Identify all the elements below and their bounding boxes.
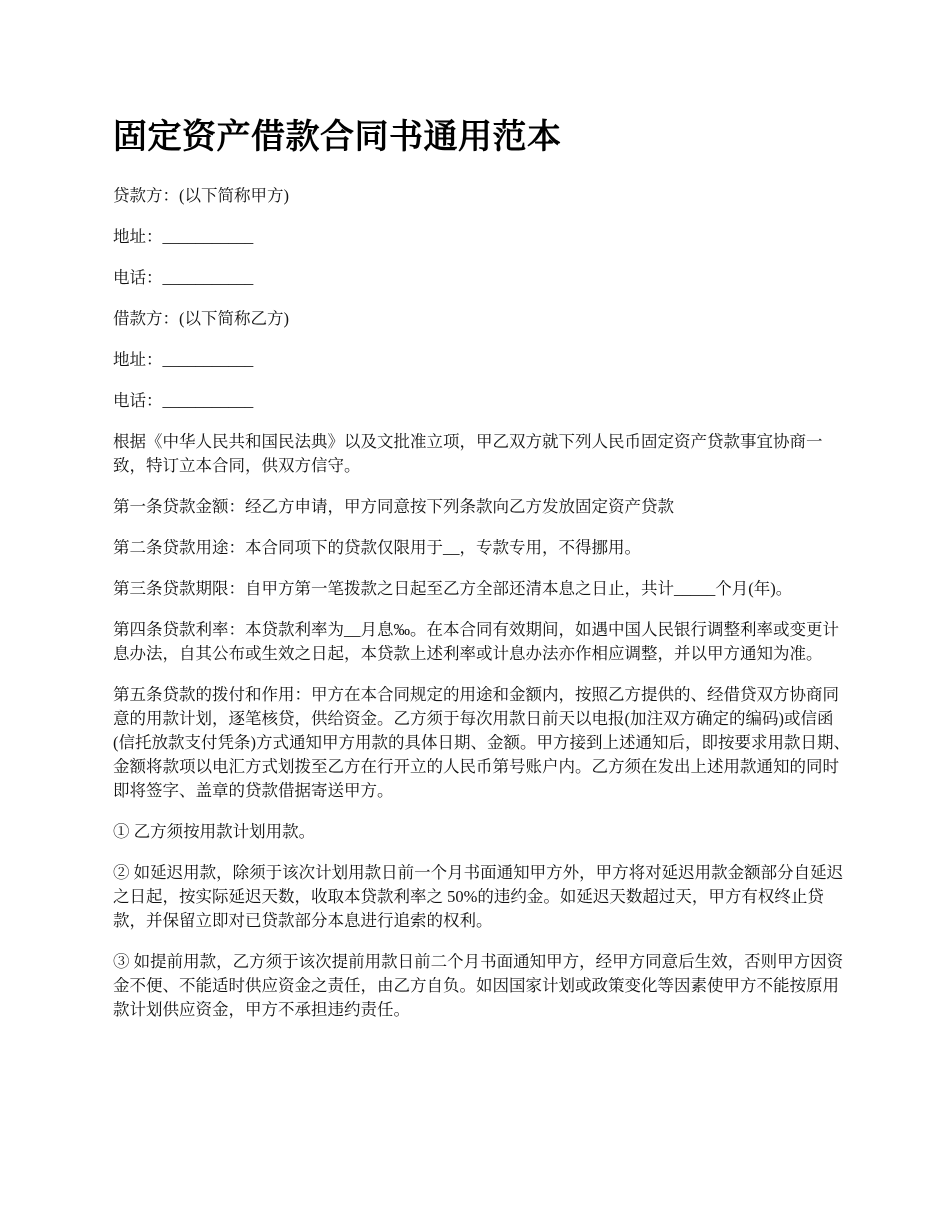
document-page bbox=[113, 112, 853, 1039]
lender-address: 地址：___________ bbox=[113, 227, 254, 246]
party-info bbox=[113, 184, 853, 413]
clause-3-paragraph: ③ 如提前用款，乙方须于该次提前用款日前二个月书面通知甲方，经甲方同意后生效，否则甲方因资金不便、不能适时供应资金之责任，由乙方自负。如因国家计划或政策变化等因素使甲方不能按原用款计划供应资金，甲方不承担违约责任。 bbox=[113, 952, 844, 1019]
article-2-paragraph: 第二条贷款用途：本合同项下的贷款仅限用于__，专款专用，不得挪用。 bbox=[113, 538, 641, 557]
contract-body bbox=[113, 430, 853, 1022]
lender-phone: 电话：___________ bbox=[113, 268, 254, 287]
article-1-paragraph: 第一条贷款金额：经乙方申请，甲方同意按下列条款向乙方发放固定资产贷款 bbox=[113, 497, 674, 516]
clause-2-paragraph: ② 如延迟用款，除须于该次计划用款日前一个月书面通知甲方外，甲方将对延迟用款金额部分自延迟之日起，按实际延迟天数，收取本贷款利率之 50%的违约金。如延迟天数超过天，甲方有权终止贷款，并保留立即对已贷款部分本息进行追索的权利。 bbox=[113, 863, 844, 930]
borrower-phone: 电话：___________ bbox=[113, 391, 254, 410]
document-title: 固定资产借款合同书通用范本 bbox=[113, 117, 562, 157]
preamble-paragraph: 根据《中华人民共和国民法典》以及文批准立项，甲乙双方就下列人民币固定资产贷款事宜协商一致，特订立本合同，供双方信守。 bbox=[113, 432, 823, 475]
article-4-paragraph: 第四条贷款利率：本贷款利率为__月息‰。在本合同有效期间，如遇中国人民银行调整利率或变更计息办法，自其公布或生效之日起，本贷款上述利率或计息办法亦作相应调整，并以甲方通知为准。 bbox=[113, 620, 839, 663]
article-5-paragraph: 第五条贷款的拨付和作用：甲方在本合同规定的用途和金额内，按照乙方提供的、经借贷双方协商同意的用款计划，逐笔核贷，供给资金。乙方须于每次用款日前天以电报(加注双方确定的编码)或信函(信托放款支付凭条)方式通知甲方用款的具体日期、金额。甲方接到上述通知后，即按要求用款日期、金额将款项以电汇方式划拨至乙方在行开立的人民币第号账户内。乙方须在发出上述用款通知的同时即将签字、盖章的贷款借据寄送甲方。 bbox=[113, 685, 850, 800]
clause-1-paragraph: ① 乙方须按用款计划用款。 bbox=[113, 822, 316, 841]
article-3-paragraph: 第三条贷款期限：自甲方第一笔拨款之日起至乙方全部还清本息之日止，共计_____个月(年)。 bbox=[113, 579, 793, 598]
borrower-label: 借款方：(以下简称乙方) bbox=[113, 309, 289, 328]
borrower-address: 地址：___________ bbox=[113, 350, 254, 369]
lender-label: 贷款方：(以下简称甲方) bbox=[113, 186, 289, 205]
